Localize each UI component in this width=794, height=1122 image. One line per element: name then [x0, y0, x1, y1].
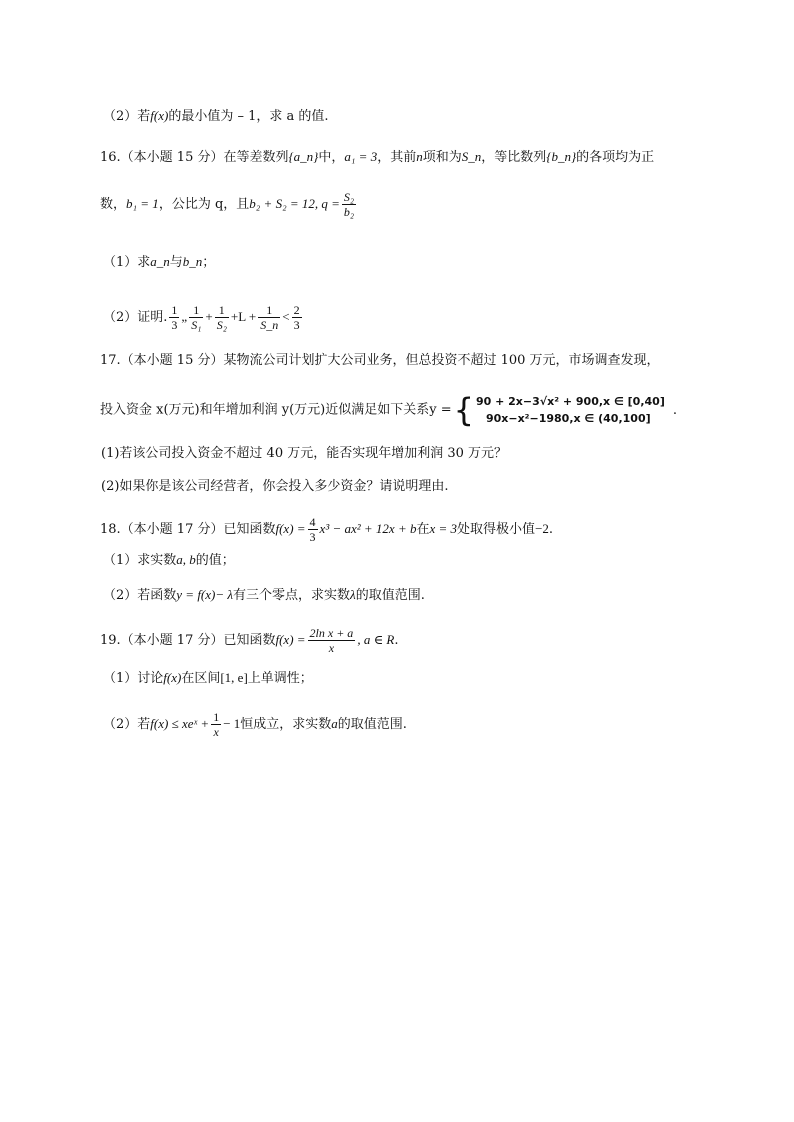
math-eq: b₂ + S₂ = 12, q = [249, 196, 340, 211]
denominator: 3 [171, 318, 178, 332]
text: . [394, 633, 399, 648]
text: 的取值范围. [337, 717, 407, 732]
denominator: S_n [260, 318, 279, 332]
q19-part2 [103, 710, 407, 739]
numerator: 1 [189, 303, 203, 318]
numerator: 1 [171, 303, 178, 317]
q17-line2 [100, 393, 677, 427]
prev-part2 [103, 107, 329, 126]
q17-part1: (1)若该公司投入资金不超过 40 万元，能否实现年增加利润 30 万元？ [101, 446, 508, 461]
q16-stem: 16.（本小题 15 分）在等差数列 [100, 150, 289, 165]
text: . [548, 522, 554, 537]
text: （1）求 [103, 255, 151, 270]
piecewise [476, 393, 665, 427]
numerator: 4 [309, 515, 316, 529]
q16-part1 [103, 253, 215, 272]
fraction [308, 626, 356, 655]
text: 数， [100, 197, 127, 212]
denominator: S₁ [191, 318, 202, 332]
q16-part2 [103, 303, 304, 332]
text: 的取值范围. [355, 588, 425, 603]
math-value: −2 [535, 521, 549, 536]
text: 与 [169, 255, 183, 270]
text: 上单调性； [247, 671, 313, 686]
numerator: 1 [258, 303, 280, 318]
fraction [308, 515, 318, 544]
math-expr: , a ∈ R [357, 632, 395, 647]
text: 投入资金 x(万元)和年增加利润 y(万元)近似满足如下关系y = [100, 402, 452, 418]
text: （1）求实数 [103, 553, 177, 568]
text: （2）若函数 [103, 588, 177, 603]
q19-line1 [100, 626, 399, 655]
denominator: b₂ [343, 205, 355, 219]
fraction [211, 710, 221, 739]
numerator: S₂ [343, 190, 355, 204]
text: （1）讨论 [103, 671, 164, 686]
q19-stem: 19.（本小题 17 分）已知函数 [100, 633, 276, 648]
math-expr: x³ − ax² + 12x + b [319, 521, 417, 536]
denominator: S₂ [216, 318, 227, 332]
q18-line1 [100, 515, 553, 544]
symbol: „ [181, 309, 188, 324]
math-interval: [1, e] [220, 670, 248, 685]
symbol: +L + [230, 309, 257, 324]
math-a: a [331, 716, 338, 731]
math-tail: − 1 [223, 716, 241, 731]
fraction [169, 303, 179, 332]
symbol: + [205, 309, 213, 324]
text: ，等比数列 [481, 150, 547, 165]
denominator: 3 [309, 530, 316, 544]
text: 的值； [195, 553, 235, 568]
numerator: 2 [293, 303, 300, 317]
text: （2）若 [103, 717, 151, 732]
text: 有三个零点，求实数 [233, 588, 351, 603]
math-lambda: λ [350, 587, 356, 602]
text: ； [202, 255, 216, 270]
piece-2: 90x−x²−1980,x ∈ (40,100] [485, 412, 651, 425]
denominator: x [213, 725, 219, 739]
math-an: {a_n} [288, 149, 319, 164]
math-bn: {b_n} [546, 149, 577, 164]
q18-part2 [103, 586, 425, 605]
numerator: 2ln x + a [309, 626, 354, 640]
text: （2）证明. [103, 310, 168, 325]
symbol: < [282, 309, 290, 324]
math-an: a_n [150, 254, 170, 269]
text: 恒成立，求实数 [240, 717, 332, 732]
math-fx: f(x) = [275, 521, 306, 536]
math-ineq: f(x) ≤ xeˣ + [150, 716, 210, 731]
denominator: 3 [293, 318, 300, 332]
piece-1: 90 + 2x−3√x² + 900,x ∈ [0,40] [475, 395, 665, 408]
text: 中， [318, 150, 345, 165]
text: ，其前 [377, 150, 417, 165]
math-ab: a, b [176, 552, 196, 567]
text: 项和为 [422, 150, 462, 165]
brace-symbol: { [453, 391, 474, 429]
q17-part2: (2)如果你是该公司经营者，你会投入多少资金？请说明理由. [101, 479, 449, 494]
q16-line2 [100, 190, 358, 219]
denominator: x [328, 641, 335, 655]
text: （2）若 [103, 109, 151, 124]
q19-part1 [103, 669, 313, 688]
text: 在 [416, 522, 430, 537]
math-b1: b₁ = 1 [126, 196, 159, 211]
math-x3: x = 3 [429, 521, 458, 536]
math-fx: f(x) = [275, 632, 306, 647]
text: ，公比为 q，且 [158, 197, 250, 212]
q17-line1: 17.（本小题 15 分）某物流公司计划扩大公司业务，但总投资不超过 100 万元，市场调查发现， [100, 353, 660, 368]
numerator: 1 [215, 303, 229, 318]
text: 的最小值为 – 1，求 a 的值. [168, 109, 329, 124]
q18-stem: 18.（本小题 17 分）已知函数 [100, 522, 276, 537]
text: 的各项均为正 [576, 150, 655, 165]
math-sn: S_n [461, 149, 482, 164]
q16-line1 [100, 148, 654, 167]
math-a1: a₁ = 3 [344, 149, 378, 164]
math-bn: b_n [182, 254, 203, 269]
text: 在区间 [181, 671, 221, 686]
text: . [672, 402, 677, 418]
fraction [215, 303, 229, 332]
math-n: n [416, 149, 423, 164]
fraction [342, 190, 356, 219]
math-fx: f(x) [163, 670, 182, 685]
fraction [292, 303, 302, 332]
numerator: 1 [213, 710, 220, 724]
math-fx: f(x) [150, 108, 169, 123]
fraction [258, 303, 280, 332]
q18-part1 [103, 551, 235, 570]
math-y: y = f(x)− λ [176, 587, 234, 602]
text: 处取得极小值 [457, 522, 536, 537]
fraction [189, 303, 203, 332]
